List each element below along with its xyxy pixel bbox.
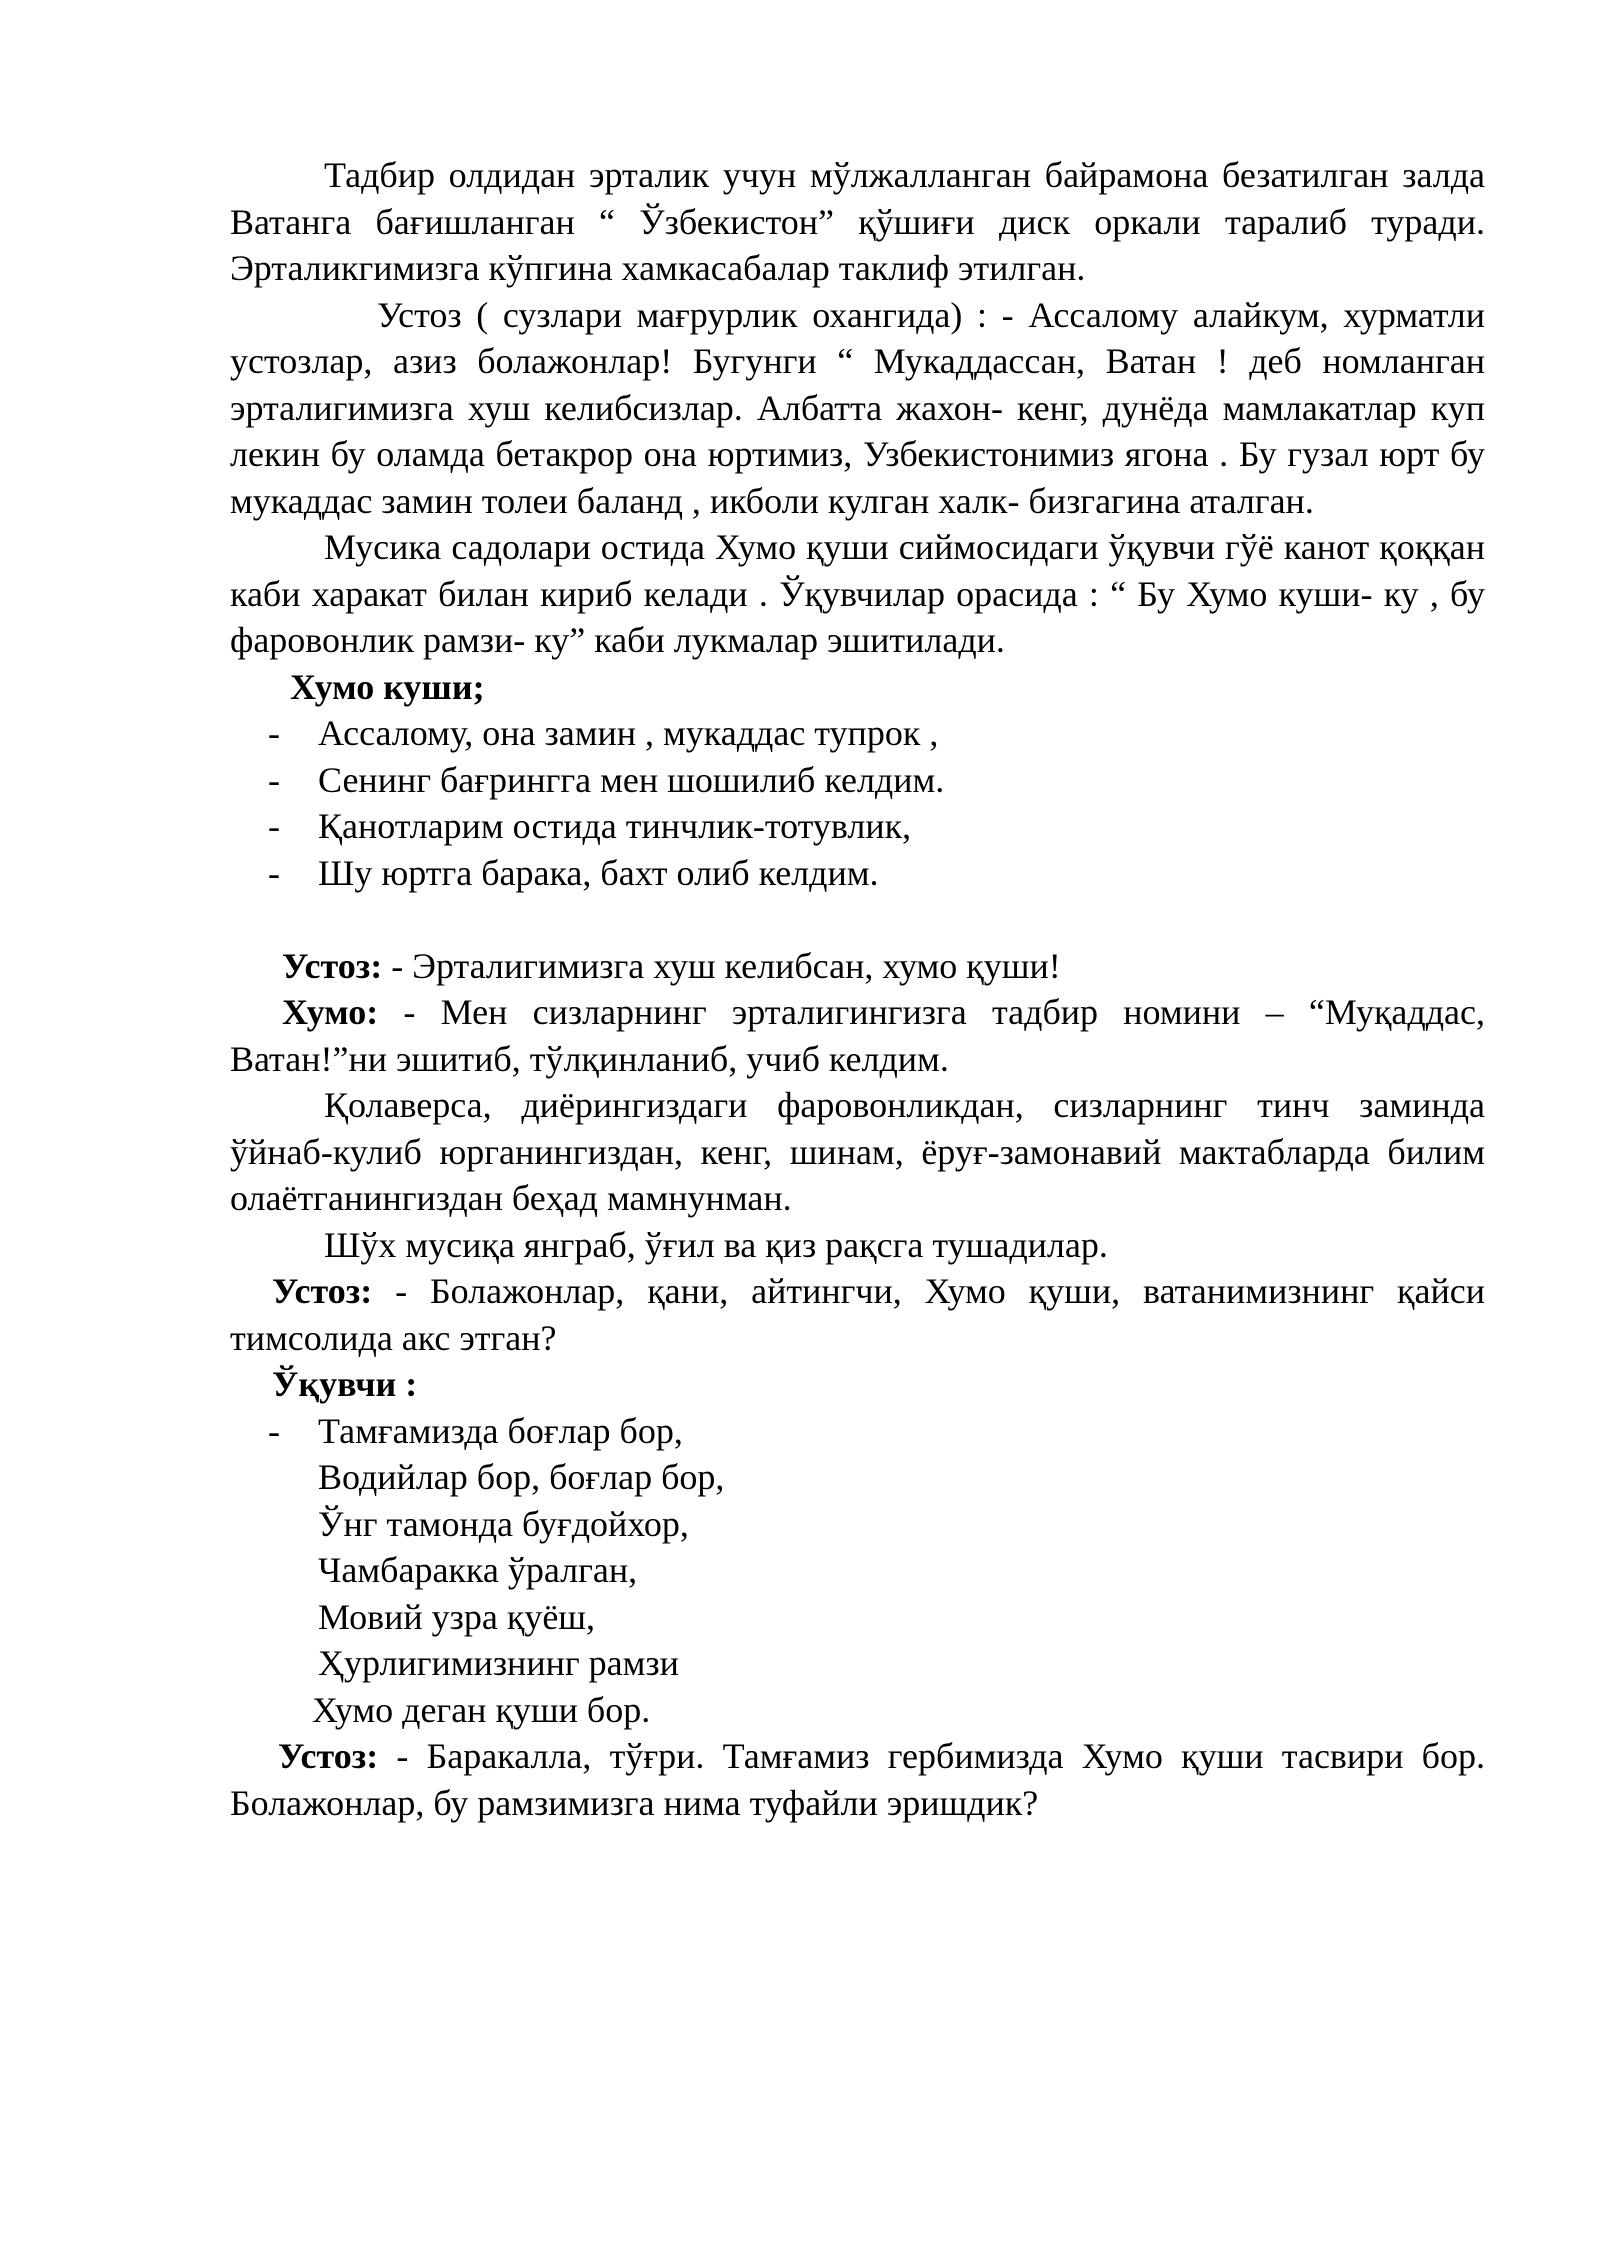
list-item: - Шу юртга барака, бахт олиб келдим. <box>268 852 879 893</box>
paragraph-music-entrance: Мусика садолари остида Хумо қуши сиймосидаги ўқувчи гўё канот қоққан каби харакат билан кириб келади . Ўқувчилар орасида : “ Бу Хумо куши- ку , бу фаровонлик рамзи- ку” каби лукмалар эшитилади. <box>230 527 1485 660</box>
list-item: - Сенинг бағрингга мен шошилиб келдим. <box>268 759 945 800</box>
document-body <box>230 152 1485 1826</box>
heading-humo-bird: Хумо куши; <box>290 666 485 707</box>
heading-student: Ўқувчи : <box>272 1364 418 1404</box>
student-poem <box>230 1408 1485 1734</box>
list-item: Хумо деган қуши бор. <box>312 1689 651 1730</box>
paragraph-intro: Тадбир олдидан эрталик учун мўлжалланган байрамона безатилган залда Ватанга бағишланган “ Ўзбекистон” қўшиғи диск оркали таралиб туради. Эрталикгимизга кўпгина хамкасабалар таклиф этилган. <box>230 155 1485 288</box>
list-item: Чамбаракка ўралган, <box>318 1550 638 1590</box>
list-item: - Ассалому, она замин , мукаддас тупрок , <box>268 713 939 753</box>
list-item: - Тамғамизда боғлар бор, <box>268 1410 683 1451</box>
dialog-teacher-question: Устоз: - Болажонлар, қани, айтингчи, Хумо қуши, ватанимизнинг қайси тимсолида акс этган? <box>230 1271 1485 1358</box>
dialog-teacher-welcome: Устоз: - Эрталигимизга хуш келибсан, хумо қуши! <box>282 945 1061 986</box>
list-item: Водийлар бор, боғлар бор, <box>318 1457 725 1497</box>
humo-verse-list <box>230 710 1485 896</box>
list-item: Мовий узра қуёш, <box>318 1596 596 1637</box>
list-item: Ўнг тамонда буғдойхор, <box>318 1503 689 1544</box>
paragraph-dance: Шўх мусиқа янграб, ўғил ва қиз рақсга тушадилар. <box>324 1224 1108 1265</box>
dialog-humo-reply: Хумо: - Мен сизларнинг эрталигингизга тадбир номини – “Муқаддас, Ватан!”ни эшитиб, тўлқинланиб, учиб келдим. <box>230 992 1485 1079</box>
paragraph-teacher-greeting: Устоз ( сузлари мағрурлик охангида) : - Ассалому алайкум, хурматли устозлар, азиз болажонлар! Бугунги “ Мукаддассан, Ватан ! деб номланган эрталигимизга хуш келибсизлар. Албатта жахон- кенг, дунёда мамлакатлар куп лекин бу оламда бетакрор она юртимиз, Узбекистонимиз ягона . Бу гузал юрт бу мукаддас замин толеи баланд , икболи кулган халк- бизгагина аталган. <box>230 294 1485 521</box>
dialog-teacher-praise: Устоз: - Баракалла, тўғри. Тамғамиз гербимизда Хумо қуши тасвири бор. Болажонлар, бу рамзимизга нима туфайли эришдик? <box>230 1736 1485 1823</box>
blank-line <box>230 896 1485 943</box>
paragraph-prosperity: Қолаверса, диёрингиздаги фаровонликдан, сизларнинг тинч заминда ўйнаб-кулиб юрганингиздан, кенг, шинам, ёруғ-замонавий мактабларда билим олаётганингиздан беҳад мамнунман. <box>230 1085 1485 1218</box>
list-item: - Қанотларим остида тинчлик-тотувлик, <box>268 806 912 846</box>
list-item: Ҳурлигимизнинг рамзи <box>318 1643 679 1683</box>
